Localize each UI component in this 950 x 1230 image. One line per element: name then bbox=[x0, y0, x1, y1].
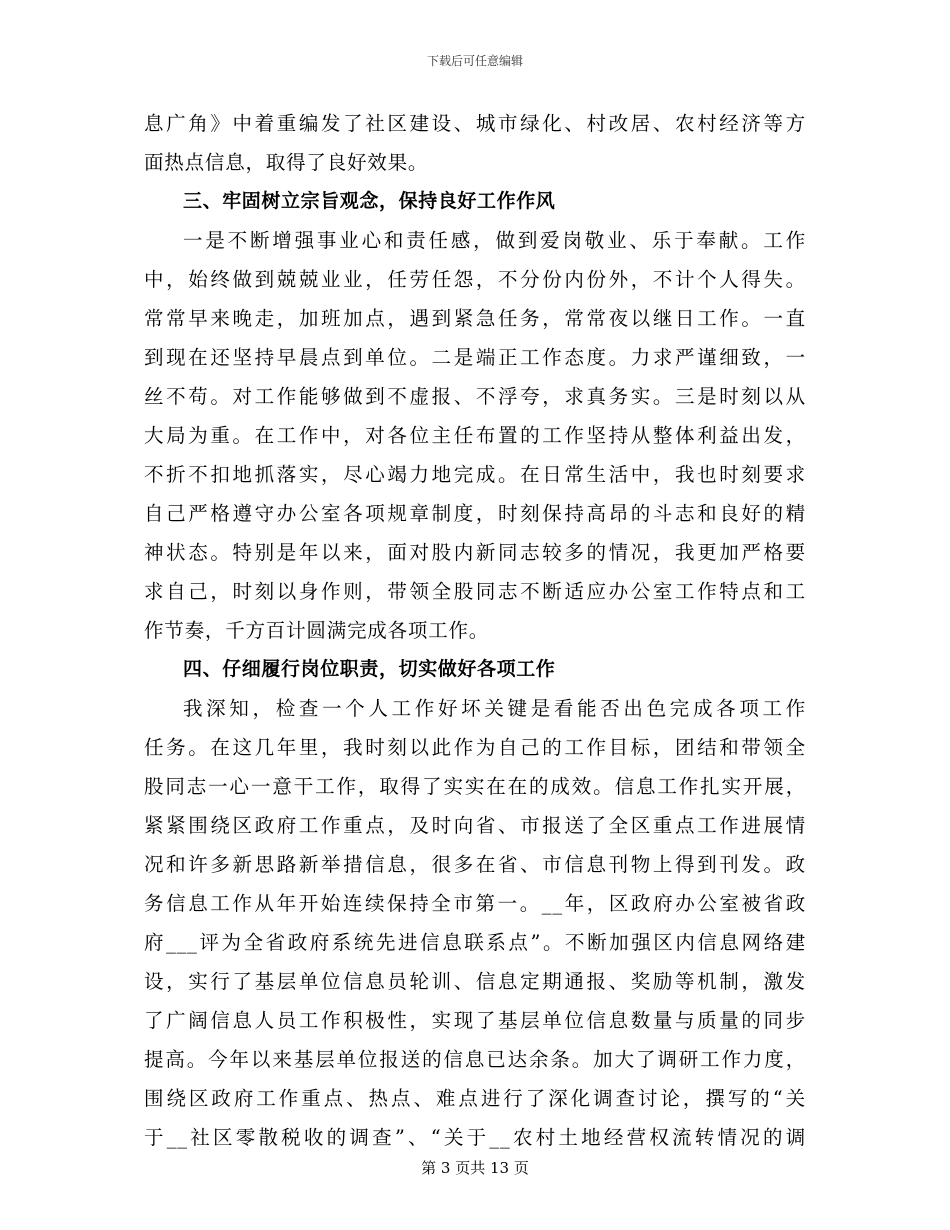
paragraph-work-style bbox=[144, 221, 806, 650]
text-line: 息广角》中着重编发了社区建设、城市绿化、村改居、农村经济等方 bbox=[144, 112, 806, 135]
text-line: 于__社区零散税收的调查”、“关于__农村土地经营权流转情况的调 bbox=[144, 1126, 806, 1149]
page-number: 第 3 页共 13 页 bbox=[421, 1159, 529, 1177]
section-heading-4: 四、仔细履行岗位职责，切实做好各项工作 bbox=[183, 658, 556, 680]
text-line: 务信息工作从年开始连续保持全市第一。__年，区政府办公室被省政 bbox=[144, 892, 806, 915]
text-line: 求自己，时刻以身作则，带领全股同志不断适应办公室工作特点和工 bbox=[144, 580, 806, 603]
section-heading-3: 三、牢固树立宗旨观念，保持良好工作作风 bbox=[183, 190, 556, 212]
document-body bbox=[144, 104, 806, 1157]
text-line: 了广阔信息人员工作积极性，实现了基层单位信息数量与质量的同步 bbox=[144, 1009, 806, 1032]
paragraph-duties bbox=[144, 689, 806, 1157]
text-line: 神状态。特别是年以来，面对股内新同志较多的情况，我更加严格要 bbox=[144, 541, 806, 564]
text-line: 提高。今年以来基层单位报送的信息已达余条。加大了调研工作力度， bbox=[144, 1048, 806, 1071]
text-line: 围绕区政府工作重点、热点、难点进行了深化调查讨论，撰写的“关 bbox=[144, 1087, 806, 1110]
paragraph-continuation bbox=[144, 104, 806, 182]
text-line: 中，始终做到兢兢业业，任劳任怨，不分份内份外，不计个人得失。 bbox=[144, 268, 806, 291]
text-line: 设，实行了基层单位信息员轮训、信息定期通报、奖励等机制，激发 bbox=[144, 970, 806, 993]
text-line: 大局为重。在工作中，对各位主任布置的工作坚持从整体利益出发， bbox=[144, 424, 806, 447]
text-line: 紧紧围绕区政府工作重点，及时向省、市报送了全区重点工作进展情 bbox=[144, 814, 806, 837]
page-header: 下载后可任意编辑 bbox=[426, 54, 523, 68]
text-line: 况和许多新思路新举措信息，很多在省、市信息刊物上得到刊发。政 bbox=[144, 853, 806, 876]
text-line: 丝不苟。对工作能够做到不虚报、不浮夸，求真务实。三是时刻以从 bbox=[144, 385, 806, 408]
text-line: 股同志一心一意干工作，取得了实实在在的成效。信息工作扎实开展， bbox=[144, 775, 806, 798]
text-line: 常常早来晚走，加班加点，遇到紧急任务，常常夜以继日工作。一直 bbox=[144, 307, 806, 330]
text-line: 作节奏，千方百计圆满完成各项工作。 bbox=[144, 619, 490, 642]
text-line: 府___评为全省政府系统先进信息联系点”。不断加强区内信息网络建 bbox=[144, 931, 806, 954]
text-line: 面热点信息，取得了良好效果。 bbox=[144, 151, 429, 174]
text-line: 自己严格遵守办公室各项规章制度，时刻保持高昂的斗志和良好的精 bbox=[144, 502, 806, 525]
text-line: 任务。在这几年里，我时刻以此作为自己的工作目标，团结和带领全 bbox=[144, 736, 806, 759]
text-line: 一是不断增强事业心和责任感，做到爱岗敬业、乐于奉献。工作 bbox=[183, 229, 806, 252]
text-line: 不折不扣地抓落实，尽心竭力地完成。在日常生活中，我也时刻要求 bbox=[144, 463, 806, 486]
text-line: 到现在还坚持早晨点到单位。二是端正工作态度。力求严谨细致，一 bbox=[144, 346, 806, 369]
text-line: 我深知，检查一个人工作好坏关键是看能否出色完成各项工作 bbox=[183, 697, 806, 720]
